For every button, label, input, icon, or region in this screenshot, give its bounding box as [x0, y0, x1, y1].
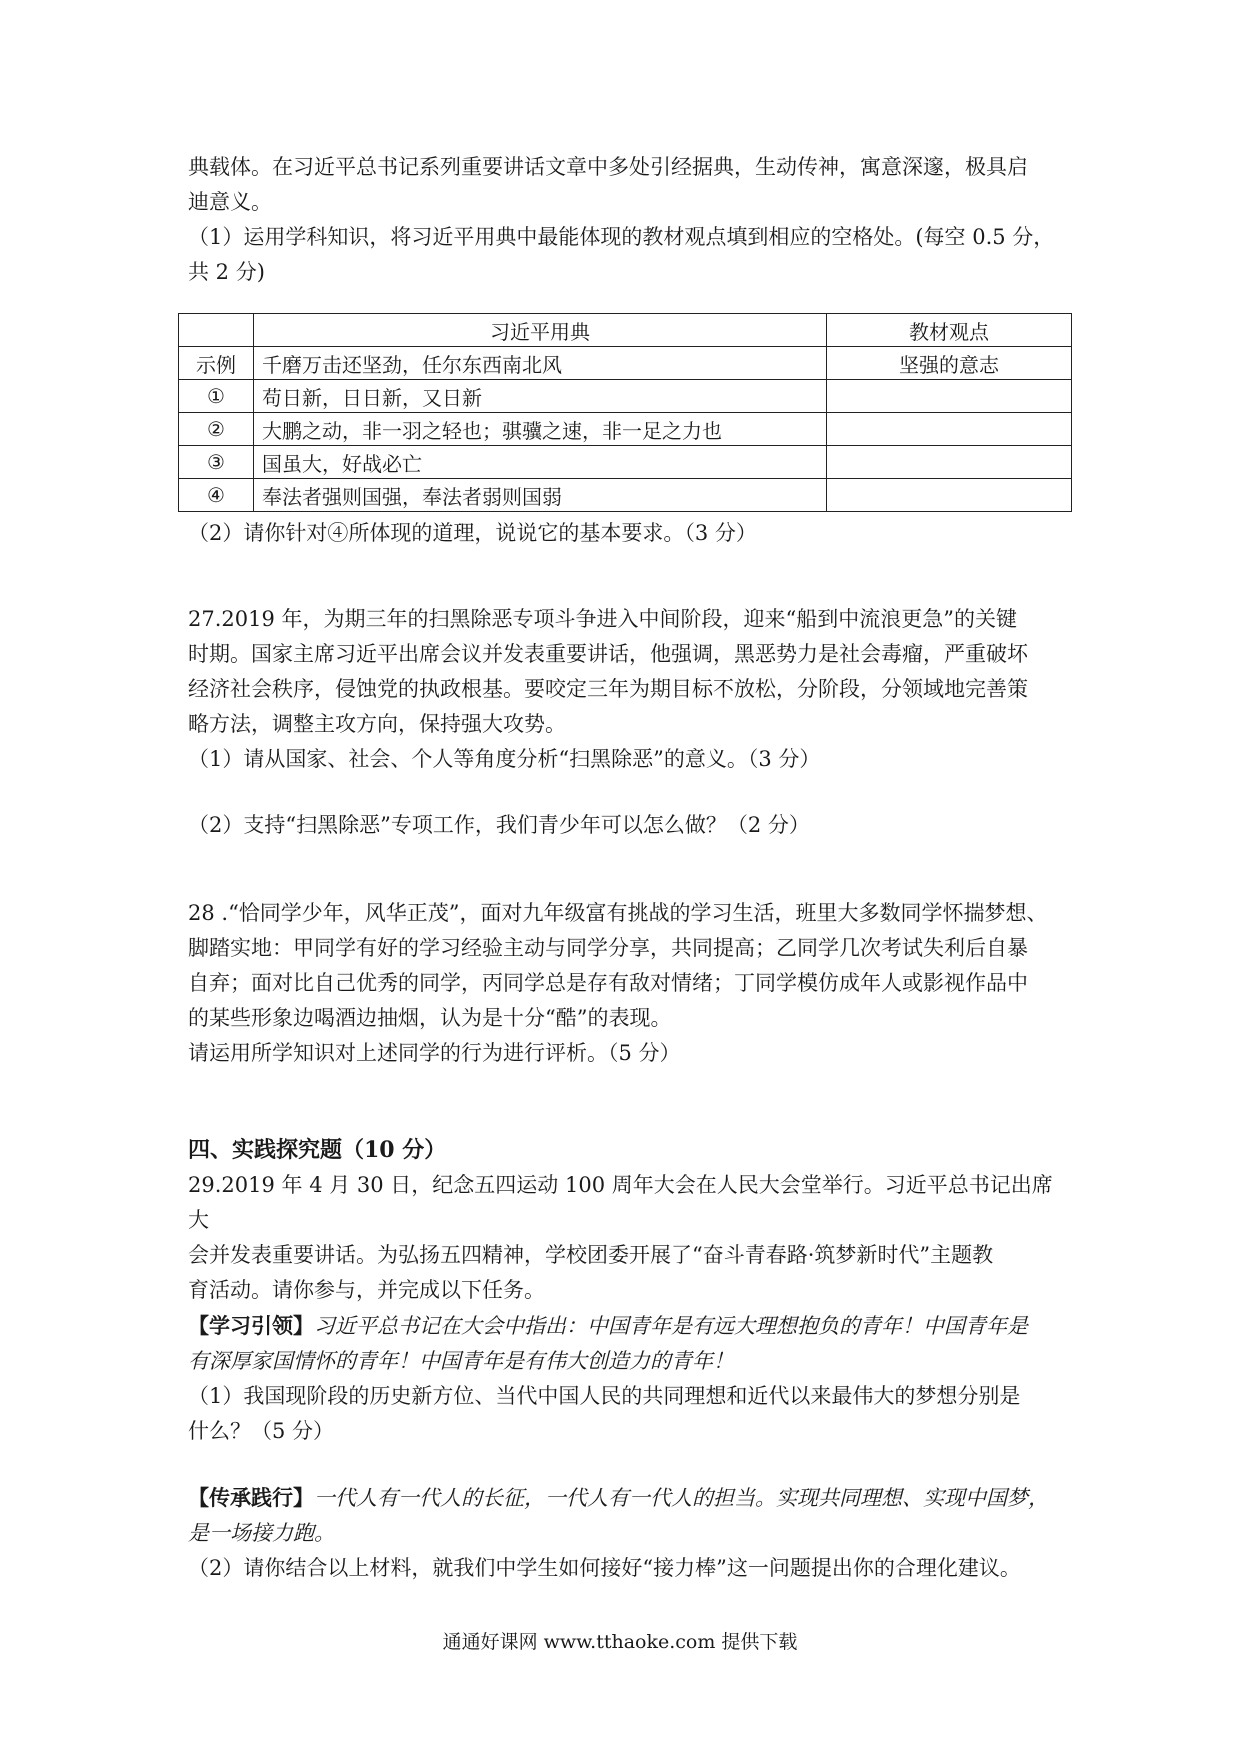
intro-line: 典载体。在习近平总书记系列重要讲话文章中多处引经据典，生动传神，寓意深邃，极具启 — [188, 155, 1028, 179]
passage-line: 27.2019 年，为期三年的扫黑除恶专项斗争进入中间阶段，迎来“船到中流浪更急”的关键 — [188, 607, 1017, 631]
row-view — [827, 413, 1072, 446]
row-view — [827, 380, 1072, 413]
intro-line: 迪意义。 — [188, 190, 272, 214]
row-index: ④ — [179, 479, 254, 512]
passage-line: 脚踏实地：甲同学有好的学习经验主动与同学分享，共同提高；乙同学几次考试失利后自暴 — [188, 936, 1028, 960]
table-row — [179, 347, 1072, 380]
row-view: 坚强的意志 — [827, 347, 1072, 380]
table-row — [179, 380, 1072, 413]
row-quote: 国虽大，好战必亡 — [254, 446, 827, 479]
question-29-2: （2）请你结合以上材料，就我们中学生如何接好“接力棒”这一问题提出你的合理化建议。 — [188, 1556, 1021, 1580]
table-row — [179, 479, 1072, 512]
study-guide-label: 【学习引领】 — [188, 1313, 314, 1338]
section-heading: 四、实践探究题（10 分） — [188, 1137, 447, 1163]
passage-line: 时期。国家主席习近平出席会议并发表重要讲话，他强调，黑恶势力是社会毒瘤，严重破坏 — [188, 642, 1028, 666]
question-26-1: 共 2 分) — [188, 260, 265, 284]
passage-line: 29.2019 年 4 月 30 日，纪念五四运动 100 周年大会在人民大会堂举行。习近平总书记出席大 — [188, 1173, 1053, 1232]
table-row — [179, 446, 1072, 479]
table-header-cell — [179, 314, 254, 347]
row-index: ③ — [179, 446, 254, 479]
section-4 — [188, 1133, 1068, 1449]
question-27-2 — [188, 808, 1068, 843]
passage-line: 略方法，调整主攻方向，保持强大攻势。 — [188, 712, 566, 736]
row-quote: 奉法者强则国强，奉法者弱则国弱 — [254, 479, 827, 512]
row-quote: 苟日新，日日新，又日新 — [254, 380, 827, 413]
question-28 — [188, 896, 1068, 1071]
passage-line: 的某些形象边喝酒边抽烟，认为是十分“酷”的表现。 — [188, 1006, 672, 1030]
intro-passage — [188, 150, 1068, 290]
page-footer: 通通好课网 www.tthaoke.com 提供下载 — [442, 1631, 798, 1653]
practice-label: 【传承践行】 — [188, 1485, 314, 1510]
row-quote: 千磨万击还坚劲，任尔东西南北风 — [254, 347, 827, 380]
row-index: 示例 — [179, 347, 254, 380]
study-guide-text: 有深厚家国情怀的青年！中国青年是有伟大创造力的青年！ — [188, 1349, 734, 1373]
question-27-1: （1）请从国家、社会、个人等角度分析“扫黑除恶”的意义。（3 分） — [188, 747, 821, 771]
table-header-cell: 教材观点 — [827, 314, 1072, 347]
practice-line — [188, 1480, 1068, 1516]
row-view — [827, 446, 1072, 479]
table-header-row — [179, 314, 1072, 347]
row-index: ① — [179, 380, 254, 413]
table-header-cell: 习近平用典 — [254, 314, 827, 347]
practice-section — [188, 1480, 1068, 1586]
question-text: （2）请你针对④所体现的道理，说说它的基本要求。（3 分） — [188, 521, 757, 545]
row-view — [827, 479, 1072, 512]
question-26-2 — [188, 516, 1068, 551]
passage-line: 会并发表重要讲话。为弘扬五四精神，学校团委开展了“奋斗青春路·筑梦新时代”主题教 — [188, 1243, 994, 1267]
row-quote: 大鹏之动，非一羽之轻也；骐骥之速，非一足之力也 — [254, 413, 827, 446]
practice-text: 是一场接力跑。 — [188, 1521, 335, 1545]
study-guide-line — [188, 1308, 1068, 1344]
study-guide-text: 习近平总书记在大会中指出：中国青年是有远大理想抱负的青年！中国青年是 — [314, 1314, 1028, 1338]
practice-text: 一代人有一代人的长征，一代人有一代人的担当。实现共同理想、实现中国梦， — [314, 1486, 1049, 1510]
question-text: 请运用所学知识对上述同学的行为进行评析。（5 分） — [188, 1041, 681, 1065]
quote-table — [178, 313, 1072, 512]
question-29-1: 什么？（5 分） — [188, 1419, 335, 1443]
passage-line: 自弃；面对比自己优秀的同学，丙同学总是存有敌对情绪；丁同学模仿成年人或影视作品中 — [188, 971, 1028, 995]
question-26-1: （1）运用学科知识，将习近平用典中最能体现的教材观点填到相应的空格处。(每空 0.5 分， — [188, 225, 1055, 249]
question-29-1: （1）我国现阶段的历史新方位、当代中国人民的共同理想和近代以来最伟大的梦想分别是 — [188, 1384, 1021, 1408]
question-text: （2）支持“扫黑除恶”专项工作，我们青少年可以怎么做？（2 分） — [188, 813, 810, 837]
passage-line: 28 .“恰同学少年，风华正茂”，面对九年级富有挑战的学习生活，班里大多数同学怀揣梦想、 — [188, 901, 1048, 925]
passage-line: 经济社会秩序，侵蚀党的执政根基。要咬定三年为期目标不放松，分阶段，分领域地完善策 — [188, 677, 1028, 701]
passage-line: 育活动。请你参与，并完成以下任务。 — [188, 1278, 545, 1302]
row-index: ② — [179, 413, 254, 446]
table-row — [179, 413, 1072, 446]
question-27 — [188, 602, 1068, 777]
